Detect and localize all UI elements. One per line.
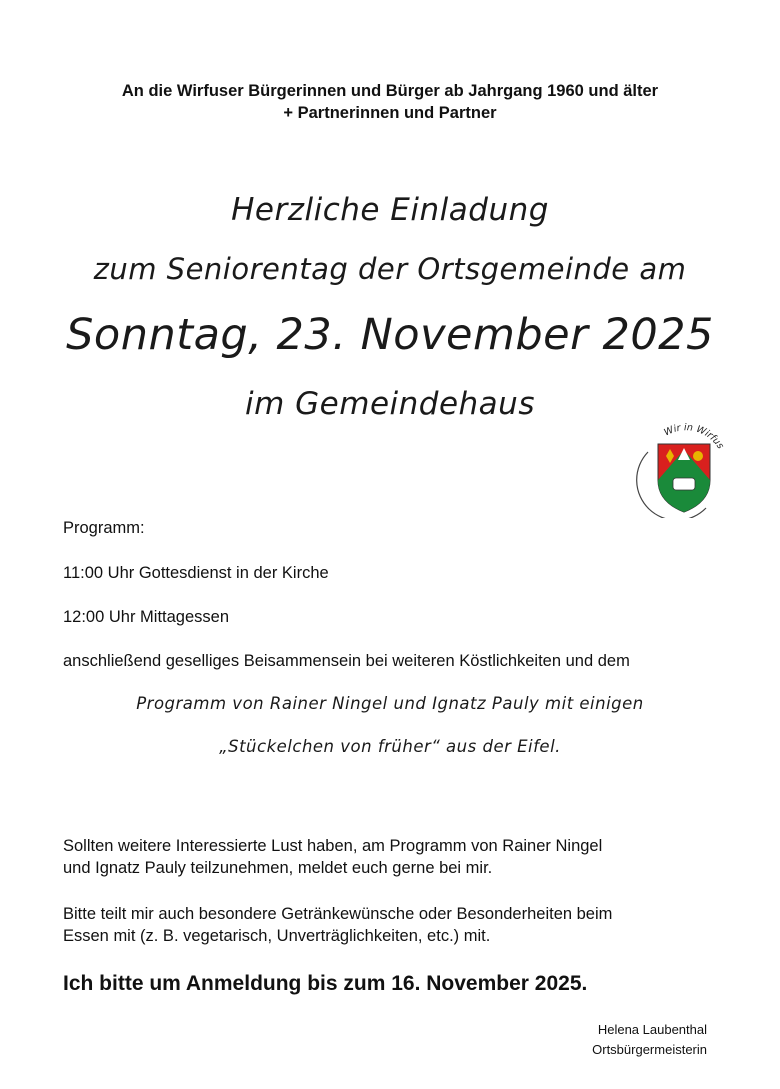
notes-dietary [63,903,723,947]
program-heading: Programm: [63,519,145,537]
logo-text: Wir in Wirfus [662,422,726,452]
signature-role: Ortsbürgermeisterin [592,1042,707,1057]
notes-participation-line-2: und Ignatz Pauly teilzunehmen, meldet euch gerne bei mir. [63,859,493,877]
program-item-service: 11:00 Uhr Gottesdienst in der Kirche [63,564,329,582]
notes-participation-line-1: Sollten weitere Interessierte Lust haben, am Programm von Rainer Ningel [63,837,603,855]
title-location: im Gemeindehaus [245,386,535,422]
notes-dietary-line-2: Essen mit (z. B. vegetarisch, Unverträglichkeiten, etc.) mit. [63,927,491,945]
program-item-gathering: anschließend geselliges Beisammensein bei weiteren Köstlichkeiten und dem [63,652,630,670]
notes-participation [63,835,723,879]
registration-deadline: Ich bitte um Anmeldung bis zum 16. November 2025. [63,972,588,995]
title-event: zum Seniorentag der Ortsgemeinde am [93,252,687,286]
address-line-2: + Partnerinnen und Partner [283,104,497,122]
signature-block [592,1020,707,1060]
notes-dietary-line-1: Bitte teilt mir auch besondere Getränkewünsche oder Besonderheiten beim [63,905,613,923]
address-line-1: An die Wirfuser Bürgerinnen und Bürger ab Jahrgang 1960 und älter [121,82,659,100]
program-item-lunch: 12:00 Uhr Mittagessen [63,608,230,626]
title-invitation: Herzliche Einladung [231,192,549,228]
program-item-stories: „Stückelchen von früher“ aus der Eifel. [219,737,561,756]
program-item-performers: Programm von Rainer Ningel und Ignatz Pauly mit einigen [136,694,644,713]
address-block [0,80,780,124]
title-date: Sonntag, 23. November 2025 [66,310,714,360]
signature-name: Helena Laubenthal [597,1022,707,1037]
coat-of-arms-icon [636,418,732,518]
